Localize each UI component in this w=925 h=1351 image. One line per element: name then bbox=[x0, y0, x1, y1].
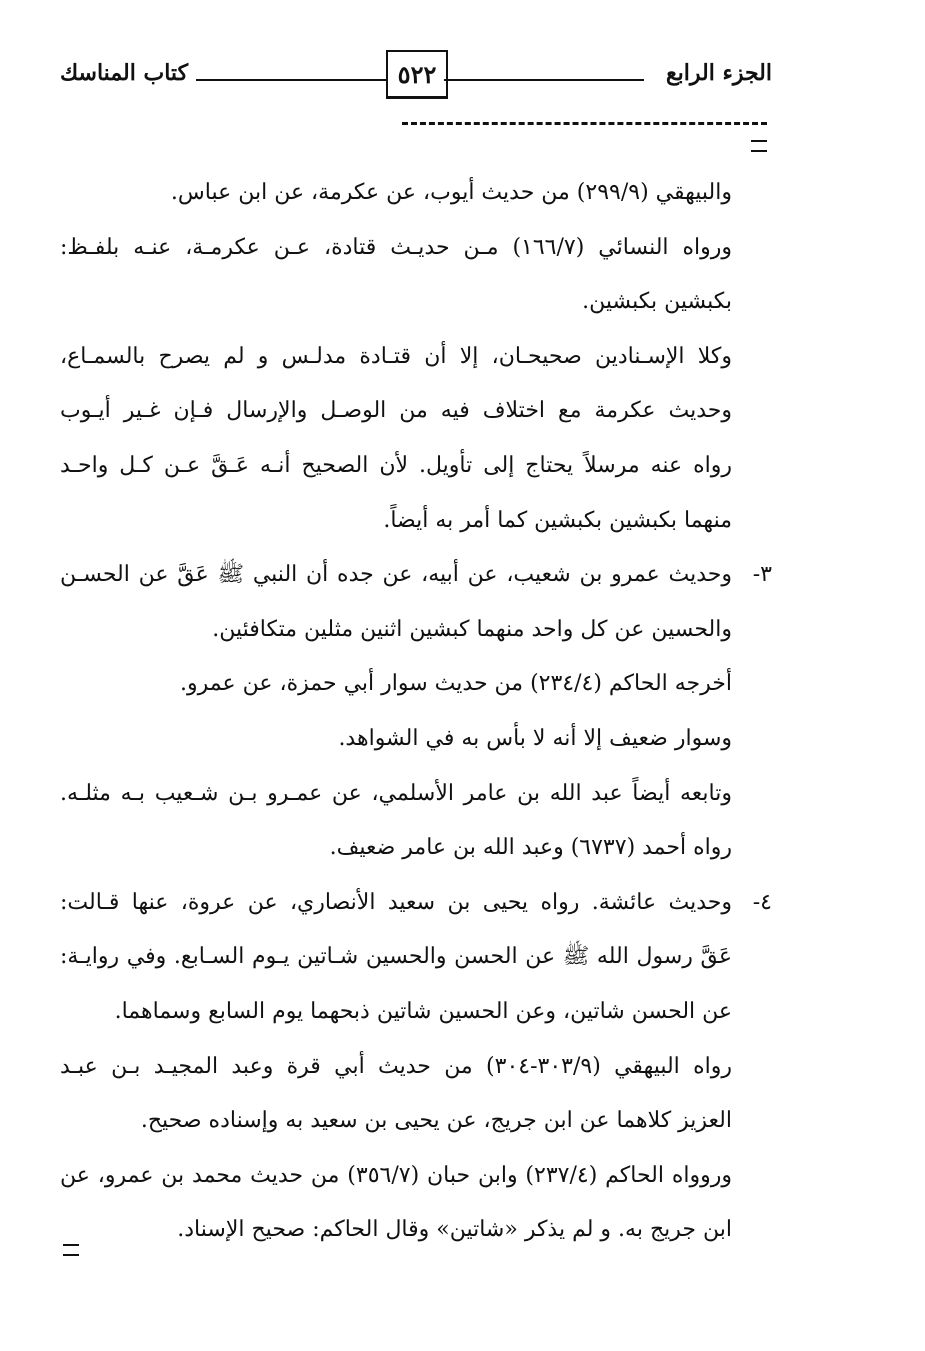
text-line-content: العزيز كلاهما عن ابن جريج، عن يحيى بن سعيد به وإسناده صحيح. bbox=[140, 1108, 732, 1134]
text-line bbox=[60, 821, 732, 876]
text-line bbox=[60, 1094, 732, 1149]
text-line-content: ورواه النسائي (١٦٦/٧) مـن حديـث قتادة، عـن عكرمـة، عنـه بلفـظ: bbox=[60, 234, 732, 260]
text-line bbox=[60, 384, 732, 439]
text-line bbox=[60, 1203, 732, 1258]
text-line-content: وكلا الإسـنادين صحيحـان، إلا أن قتـادة مدلـس و لم يصرح بالسمـاع، bbox=[60, 343, 732, 369]
text-line-content: وحديث عكرمة مع اختلاف فيه من الوصـل والإرسال فـإن غـير أيـوب bbox=[60, 398, 732, 424]
text-line-content: وحديث عائشة. رواه يحيى بن سعيد الأنصاري، عن عروة، عنها قـالت: bbox=[60, 889, 732, 915]
text-line bbox=[60, 330, 732, 385]
continuation-mark-bottom bbox=[63, 1244, 79, 1256]
text-line bbox=[60, 439, 732, 494]
page-number-box bbox=[386, 50, 448, 99]
text-line-content: وروواه الحاكم (٢٣٧/٤) وابن حبان (٣٥٦/٧) من حديث محمد بن عمرو، عن bbox=[60, 1162, 732, 1188]
text-line bbox=[60, 930, 732, 985]
text-line-content: عَقَّ رسول الله ﷺ عن الحسن والحسين شـاتين يـوم السـابع. وفي روايـة: bbox=[60, 944, 732, 970]
text-line-content: رواه البيهقي (٣٠٣/٩-٣٠٤) من حديث أبي قرة وعبد المجيـد بـن عبـد bbox=[60, 1053, 732, 1079]
item-number: ٤- bbox=[752, 889, 772, 915]
text-line-content: منهما بكبشين بكبشين كما أمر به أيضاً. bbox=[383, 507, 732, 533]
text-line bbox=[60, 221, 732, 276]
header-rule-left bbox=[196, 79, 386, 81]
text-line bbox=[60, 166, 732, 221]
text-line bbox=[60, 1040, 732, 1095]
text-line-content: والبيهقي (٢٩٩/٩) من حديث أيوب، عن عكرمة، عن ابن عباس. bbox=[170, 180, 732, 205]
text-line-content: أخرجه الحاكم (٢٣٤/٤) من حديث سوار أبي حمزة، عن عمرو. bbox=[180, 671, 732, 697]
text-line-content: وتابعه أيضاً عبد الله بن عامر الأسلمي، عن عمـرو بـن شـعيب بـه مثلـه. bbox=[60, 780, 732, 806]
text-line-content: بكبشين بكبشين. bbox=[582, 289, 732, 315]
page-header bbox=[60, 48, 772, 100]
text-line bbox=[60, 603, 732, 658]
text-line bbox=[60, 657, 732, 712]
book-title: كتاب المناسك bbox=[60, 60, 189, 86]
dashed-separator bbox=[402, 122, 767, 125]
text-line bbox=[60, 712, 732, 767]
text-line-content: وسوار ضعيف إلا أنه لا بأس به في الشواهد. bbox=[338, 725, 732, 751]
part-title: الجزء الرابع bbox=[665, 60, 772, 86]
page-number: ٥٢٢ bbox=[397, 59, 437, 89]
continuation-mark-top bbox=[751, 140, 767, 152]
text-line bbox=[60, 1149, 732, 1204]
text-line-content: وحديث عمرو بن شعيب، عن أبيه، عن جده أن النبي ﷺ عَقَّ عن الحسـن bbox=[60, 562, 732, 588]
text-line bbox=[60, 494, 732, 549]
page-body-text bbox=[60, 166, 772, 1258]
text-line bbox=[60, 985, 732, 1040]
text-line-content: ابن جريج به. و لم يذكر «شاتين» وقال الحاكم: صحيح الإسناد. bbox=[177, 1217, 732, 1243]
text-line bbox=[60, 548, 772, 603]
text-line bbox=[60, 876, 772, 931]
text-line-content: والحسين عن كل واحد منهما كبشين اثنين مثلين متكافئين. bbox=[212, 616, 732, 642]
text-line bbox=[60, 275, 732, 330]
text-line-content: رواه أحمد (٦٧٣٧) وعبد الله بن عامر ضعيف. bbox=[329, 835, 732, 861]
text-line bbox=[60, 767, 732, 822]
header-rule-right bbox=[444, 79, 644, 81]
text-line-content: عن الحسن شاتين، وعن الحسين شاتين ذبحهما يوم السابع وسماهما. bbox=[114, 998, 732, 1024]
text-line-content: رواه عنه مرسلاً يحتاج إلى تأويل. لأن الصحيح أنـه عَـقَّ عـن كـل واحـد bbox=[60, 452, 732, 478]
item-number: ٣- bbox=[752, 562, 772, 588]
